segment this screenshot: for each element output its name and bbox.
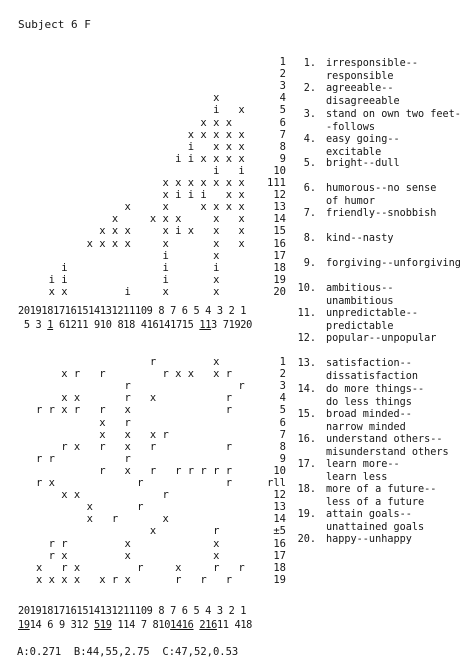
upper-row-number: 5 xyxy=(279,104,286,117)
upper-cell-mark: i xyxy=(162,261,169,274)
lower-axis-bottom xyxy=(18,620,252,630)
upper-cell-mark: i xyxy=(124,285,131,298)
upper-cell-mark: x xyxy=(162,225,169,238)
lower-cell-mark: x xyxy=(124,428,131,441)
lower-cell-mark: x xyxy=(149,392,157,405)
upper-axis-underlined: 1 xyxy=(47,319,54,331)
upper-row-number: 19 xyxy=(273,273,286,286)
upper-axis-underlined: 11 xyxy=(199,319,212,331)
lower-cell-mark: r xyxy=(124,392,131,405)
lower-row-number: 17 xyxy=(273,549,286,562)
lower-cell-mark: r xyxy=(225,404,233,417)
upper-cell-mark: i xyxy=(175,189,182,202)
upper-row-number: 13 xyxy=(273,201,286,214)
lower-cell-mark: x xyxy=(124,549,131,562)
upper-cell-mark: x xyxy=(162,237,169,250)
legend_upper-legend-number: 8. xyxy=(303,233,316,244)
lower-cell-mark: x xyxy=(48,573,55,586)
upper-row-number: 20 xyxy=(273,285,286,298)
lower-cell-mark: r xyxy=(225,368,233,381)
lower-cell-mark: r xyxy=(61,537,68,550)
legend_upper-legend-text: easy going-- excitable xyxy=(326,134,400,158)
upper-row-number: 18 xyxy=(273,261,286,274)
lower-cell-mark: r xyxy=(200,573,207,586)
upper-row-number: 8 xyxy=(279,140,286,153)
upper-cell-mark: x xyxy=(99,237,106,250)
lower-row-number: 18 xyxy=(273,561,286,574)
legend_upper-legend-number: 9. xyxy=(303,258,316,269)
lower-cell-mark: r xyxy=(111,513,119,526)
upper-cell-mark: x xyxy=(111,237,119,250)
lower-cell-mark: r xyxy=(149,356,157,368)
lower-cell-mark: r xyxy=(200,464,207,477)
upper-row-number: 4 xyxy=(279,92,286,105)
lower-cell-mark: x xyxy=(124,464,131,477)
lower-cell-mark: r xyxy=(187,464,195,477)
upper-cell-mark: x xyxy=(238,177,245,189)
upper-cell-mark: x xyxy=(225,116,233,129)
legend_lower-legend-number: 16. xyxy=(297,434,316,445)
legend_upper-legend-number: 7. xyxy=(303,208,316,219)
upper-cell-mark: i xyxy=(61,261,68,274)
lower-row-number: 3 xyxy=(279,380,286,393)
upper-cell-mark: x xyxy=(225,201,233,214)
legend_lower-legend-text: do more things-- do less things xyxy=(326,384,425,408)
upper-cell-mark: x xyxy=(238,104,245,117)
lower-cell-mark: x xyxy=(61,489,68,502)
lower-row-number: 10 xyxy=(273,464,286,477)
upper-row-number: 12 xyxy=(273,189,286,202)
upper-axis-seg: 61211 910 818 416141715 xyxy=(53,319,200,331)
legend_upper-legend-text: agreeable-- disagreeable xyxy=(326,83,400,107)
lower-cell-mark: r xyxy=(225,392,233,405)
upper-row-number: 17 xyxy=(273,249,286,262)
lower-cell-mark: r xyxy=(111,573,119,586)
upper-cell-mark: x xyxy=(162,285,169,298)
lower-row-number: 19 xyxy=(273,573,286,586)
lower-cell-mark: x xyxy=(73,489,81,502)
lower-row-number: 9 xyxy=(279,452,286,465)
lower-cell-mark: r xyxy=(99,404,106,417)
legend_lower-legend-text: broad minded-- narrow minded xyxy=(326,409,412,433)
footer-stats: A:0.271 B:44,55,2.75 C:47,52,0.53 xyxy=(17,646,239,658)
upper-cell-mark: x xyxy=(213,213,220,226)
upper-cell-mark: x xyxy=(213,116,220,129)
lower-row-number: 4 xyxy=(279,392,286,405)
lower-row-number: 7 xyxy=(279,428,286,441)
upper-cell-mark: x xyxy=(213,152,220,165)
lower-cell-mark: r xyxy=(137,561,144,574)
lower-cell-mark: r xyxy=(238,380,245,393)
upper-row-number: 111 xyxy=(267,177,286,189)
legend_upper-legend-number: 12. xyxy=(297,333,316,344)
upper-cell-mark: x xyxy=(225,140,233,153)
upper-cell-mark: x xyxy=(162,177,169,189)
lower-axis-top: 20191817161514131211109 8 7 6 5 4 3 2 1 xyxy=(18,605,247,617)
lower-cell-mark: r xyxy=(61,561,68,574)
upper-cell-mark: x xyxy=(238,128,245,141)
legend_lower-legend-text: more of a future-- less of a future xyxy=(326,484,437,508)
upper-cell-mark: i xyxy=(238,164,245,177)
lower-axis-seg: 114 7 810 xyxy=(111,619,171,631)
lower-cell-mark: r xyxy=(124,416,131,429)
lower-cell-mark: x xyxy=(213,549,220,562)
lower-cell-mark: r xyxy=(48,537,55,550)
lower-cell-mark: r xyxy=(99,464,106,477)
upper-axis-seg: 3 71920 xyxy=(211,319,252,331)
upper-cell-mark: i xyxy=(162,273,169,286)
lower-cell-mark: r xyxy=(48,549,55,562)
legend_lower-legend-number: 13. xyxy=(297,358,316,369)
legend_lower-legend-number: 19. xyxy=(297,509,316,520)
upper-cell-mark: i xyxy=(175,152,182,165)
lower-cell-mark: r xyxy=(225,440,233,453)
upper-cell-mark: i xyxy=(61,273,68,286)
upper-cell-mark: x xyxy=(213,237,220,250)
upper-cell-mark: x xyxy=(213,92,220,105)
upper-cell-mark: x xyxy=(238,201,245,214)
upper-row-number: 16 xyxy=(273,237,286,250)
upper-cell-mark: x xyxy=(200,152,207,165)
upper-cell-mark: x xyxy=(187,128,195,141)
lower-cell-mark: x xyxy=(61,368,68,381)
upper-cell-mark: x xyxy=(200,128,207,141)
lower-cell-mark: r xyxy=(175,573,182,586)
upper-cell-mark: i xyxy=(162,249,169,262)
upper-cell-mark: i xyxy=(187,189,195,202)
lower-cell-mark: x xyxy=(73,440,81,453)
upper-cell-mark: x xyxy=(213,128,220,141)
upper-cell-mark: x xyxy=(149,213,157,226)
lower-cell-mark: r xyxy=(149,464,157,477)
lower-cell-mark: x xyxy=(48,477,55,489)
lower-cell-mark: x xyxy=(86,513,93,526)
lower-row-number: 8 xyxy=(279,440,286,453)
lower-cell-mark: x xyxy=(35,561,43,574)
lower-cell-mark: x xyxy=(213,356,220,368)
upper-cell-mark: x xyxy=(124,237,131,250)
lower-cell-mark: r xyxy=(137,501,144,514)
upper-cell-mark: i xyxy=(200,189,207,202)
legend_upper-legend-text: ambitious-- unambitious xyxy=(326,283,394,307)
lower-cell-mark: r xyxy=(35,404,43,417)
lower-axis-underlined: 216 xyxy=(199,619,217,631)
legend_upper-legend-text: forgiving--unforgiving xyxy=(326,258,461,269)
lower-cell-mark: r xyxy=(225,464,233,477)
lower-cell-mark: r xyxy=(99,440,106,453)
lower-row-number: 6 xyxy=(279,416,286,429)
lower-cell-mark: r xyxy=(225,477,233,489)
legend_upper-legend-number: 6. xyxy=(303,183,316,194)
lower-cell-mark: x xyxy=(213,537,220,550)
legend_lower-legend-text: learn more-- learn less xyxy=(326,459,400,483)
upper-cell-mark: x xyxy=(200,116,207,129)
lower-cell-mark: x xyxy=(61,549,68,562)
lower-cell-mark: x xyxy=(149,525,157,538)
upper-cell-mark: x xyxy=(175,177,182,189)
legend_upper-legend-number: 5. xyxy=(303,158,316,169)
upper-cell-mark: x xyxy=(213,273,220,286)
lower-cell-mark: r xyxy=(213,525,220,538)
lower-axis-underlined: 1416 xyxy=(170,619,194,631)
lower-cell-mark: r xyxy=(213,561,220,574)
legend_lower-legend-text: satisfaction-- dissatisfaction xyxy=(326,358,419,382)
lower-cell-mark: x xyxy=(124,404,131,417)
legend_lower-legend-text: attain goals-- unattained goals xyxy=(326,509,425,533)
lower-cell-mark: r xyxy=(225,573,233,586)
legend_lower-legend-text: understand others-- misunderstand others xyxy=(326,434,449,458)
upper-axis-seg: 5 3 xyxy=(18,319,48,331)
upper-cell-mark: x xyxy=(225,152,233,165)
upper-cell-mark: x xyxy=(225,189,233,202)
lower-cell-mark: x xyxy=(73,392,81,405)
lower-cell-mark: r xyxy=(99,368,106,381)
upper-cell-mark: x xyxy=(124,201,131,214)
upper-cell-mark: x xyxy=(86,237,93,250)
upper-axis-top: 20191817161514131211109 8 7 6 5 4 3 2 1 xyxy=(18,305,247,317)
lower-cell-mark: x xyxy=(99,573,106,586)
lower-row-number: 5 xyxy=(279,404,286,417)
lower-cell-mark: x xyxy=(61,573,68,586)
lower-row-number: rll xyxy=(267,477,286,489)
legend_upper-legend-text: irresponsible-- responsible xyxy=(326,58,419,82)
legend_lower-legend-number: 17. xyxy=(297,459,316,470)
lower-row-number: 12 xyxy=(273,489,286,502)
upper-cell-mark: x xyxy=(238,189,245,202)
upper-cell-mark: x xyxy=(162,201,169,214)
upper-cell-mark: x xyxy=(213,201,220,214)
lower-cell-mark: r xyxy=(61,440,68,453)
lower-cell-mark: r xyxy=(48,404,55,417)
upper-row-number: 6 xyxy=(279,116,286,129)
legend_upper-legend-text: unpredictable-- predictable xyxy=(326,308,419,332)
legend_upper-legend-number: 11. xyxy=(297,308,316,319)
lower-cell-mark: r xyxy=(124,380,131,393)
lower-cell-mark: x xyxy=(73,573,81,586)
lower-axis-seg: 11 418 xyxy=(216,619,253,631)
lower-axis-underlined: 19 xyxy=(18,619,30,631)
upper-cell-mark: x xyxy=(238,213,245,226)
upper-axis-bottom xyxy=(18,320,252,330)
upper-cell-mark: x xyxy=(200,177,207,189)
lower-cell-mark: x xyxy=(99,428,106,441)
lower-cell-mark: r xyxy=(162,428,169,441)
upper-row-number: 10 xyxy=(273,164,286,177)
upper-cell-mark: x xyxy=(99,225,106,238)
upper-cell-mark: x xyxy=(61,285,68,298)
lower-cell-mark: x xyxy=(175,368,182,381)
legend_upper-legend-text: kind--nasty xyxy=(326,233,394,244)
lower-cell-mark: x xyxy=(73,561,81,574)
lower-row-number: 13 xyxy=(273,501,286,514)
upper-row-number: 9 xyxy=(279,152,286,165)
lower-cell-mark: x xyxy=(213,368,220,381)
legend_lower-legend-number: 20. xyxy=(297,534,316,545)
lower-axis-underlined: 519 xyxy=(94,619,112,631)
legend_upper-legend-text: bright--dull xyxy=(326,158,400,169)
legend_lower-legend-number: 15. xyxy=(297,409,316,420)
upper-cell-mark: i xyxy=(213,261,220,274)
lower-cell-mark: r xyxy=(35,452,43,465)
legend_upper-legend-text: humorous--no sense of humor xyxy=(326,183,437,207)
lower-row-number: 14 xyxy=(273,513,286,526)
legend_upper-legend-number: 3. xyxy=(303,109,316,120)
upper-cell-mark: x xyxy=(162,189,169,202)
lower-cell-mark: r xyxy=(124,452,131,465)
lower-cell-mark: r xyxy=(162,489,169,502)
lower-cell-mark: x xyxy=(124,537,131,550)
legend_upper-legend-number: 1. xyxy=(303,58,316,69)
lower-cell-mark: r xyxy=(238,561,245,574)
legend_upper-legend-number: 2. xyxy=(303,83,316,94)
upper-cell-mark: x xyxy=(238,237,245,250)
lower-cell-mark: r xyxy=(175,464,182,477)
upper-cell-mark: x xyxy=(225,128,233,141)
legend_lower-legend-text: happy--unhappy xyxy=(326,534,412,545)
lower-cell-mark: r xyxy=(137,477,144,489)
lower-cell-mark: r xyxy=(48,452,55,465)
lower-cell-mark: x xyxy=(99,416,106,429)
lower-cell-mark: r xyxy=(162,368,169,381)
upper-row-number: 1 xyxy=(279,56,286,68)
legend_lower-legend-number: 18. xyxy=(297,484,316,495)
upper-cell-mark: i xyxy=(213,104,220,117)
legend_upper-legend-text: stand on own two feet- -follows xyxy=(326,109,461,133)
upper-cell-mark: i xyxy=(213,164,220,177)
lower-cell-mark: r xyxy=(73,404,81,417)
upper-cell-mark: x xyxy=(111,225,119,238)
lower-cell-mark: x xyxy=(175,561,182,574)
legend_upper-legend-number: 4. xyxy=(303,134,316,145)
upper-cell-mark: x xyxy=(175,213,182,226)
upper-row-number: 15 xyxy=(273,225,286,238)
lower-cell-mark: x xyxy=(187,368,195,381)
upper-cell-mark: x xyxy=(213,225,220,238)
upper-cell-mark: x xyxy=(213,177,220,189)
lower-cell-mark: r xyxy=(213,464,220,477)
upper-cell-mark: i xyxy=(175,225,182,238)
upper-cell-mark: x xyxy=(124,225,131,238)
upper-cell-mark: i xyxy=(187,152,195,165)
upper-row-number: 7 xyxy=(279,128,286,141)
upper-cell-mark: x xyxy=(111,213,119,226)
upper-cell-mark: x xyxy=(48,285,55,298)
upper-cell-mark: i xyxy=(187,140,195,153)
upper-cell-mark: x xyxy=(187,177,195,189)
lower-row-number: 2 xyxy=(279,368,286,381)
upper-cell-mark: x xyxy=(225,177,233,189)
upper-cell-mark: x xyxy=(238,140,245,153)
legend_upper-legend-number: 10. xyxy=(297,283,316,294)
upper-row-number: 2 xyxy=(279,68,286,81)
upper-cell-mark: x xyxy=(200,201,207,214)
lower-cell-mark: x xyxy=(61,404,68,417)
upper-cell-mark: x xyxy=(213,249,220,262)
upper-cell-mark: x xyxy=(238,225,245,238)
lower-axis-seg: 14 6 9 312 xyxy=(29,619,95,631)
legend_upper-legend-text: popular--unpopular xyxy=(326,333,437,344)
lower-cell-mark: r xyxy=(73,368,81,381)
lower-row-number: 1 xyxy=(279,356,286,368)
lower-cell-mark: x xyxy=(35,573,43,586)
lower-cell-mark: x xyxy=(124,573,131,586)
upper-cell-mark: x xyxy=(187,225,195,238)
upper-cell-mark: i xyxy=(48,273,55,286)
lower-row-number: 16 xyxy=(273,537,286,550)
lower-cell-mark: x xyxy=(124,440,131,453)
legend_upper-legend-text: friendly--snobbish xyxy=(326,208,437,219)
lower-cell-mark: x xyxy=(61,392,68,405)
upper-row-number: 3 xyxy=(279,80,286,93)
lower-cell-mark: r xyxy=(149,440,157,453)
lower-row-number: ±5 xyxy=(273,525,286,538)
lower-cell-mark: x xyxy=(86,501,93,514)
lower-cell-mark: x xyxy=(149,428,157,441)
upper-row-number: 14 xyxy=(273,213,286,226)
lower-cell-mark: r xyxy=(35,477,43,489)
upper-cell-mark: x xyxy=(213,140,220,153)
upper-cell-mark: x xyxy=(238,152,245,165)
legend_lower-legend-number: 14. xyxy=(297,384,316,395)
upper-cell-mark: x xyxy=(213,285,220,298)
lower-cell-mark: x xyxy=(162,513,169,526)
upper-cell-mark: x xyxy=(162,213,169,226)
page-title: Subject 6 F xyxy=(18,18,91,31)
